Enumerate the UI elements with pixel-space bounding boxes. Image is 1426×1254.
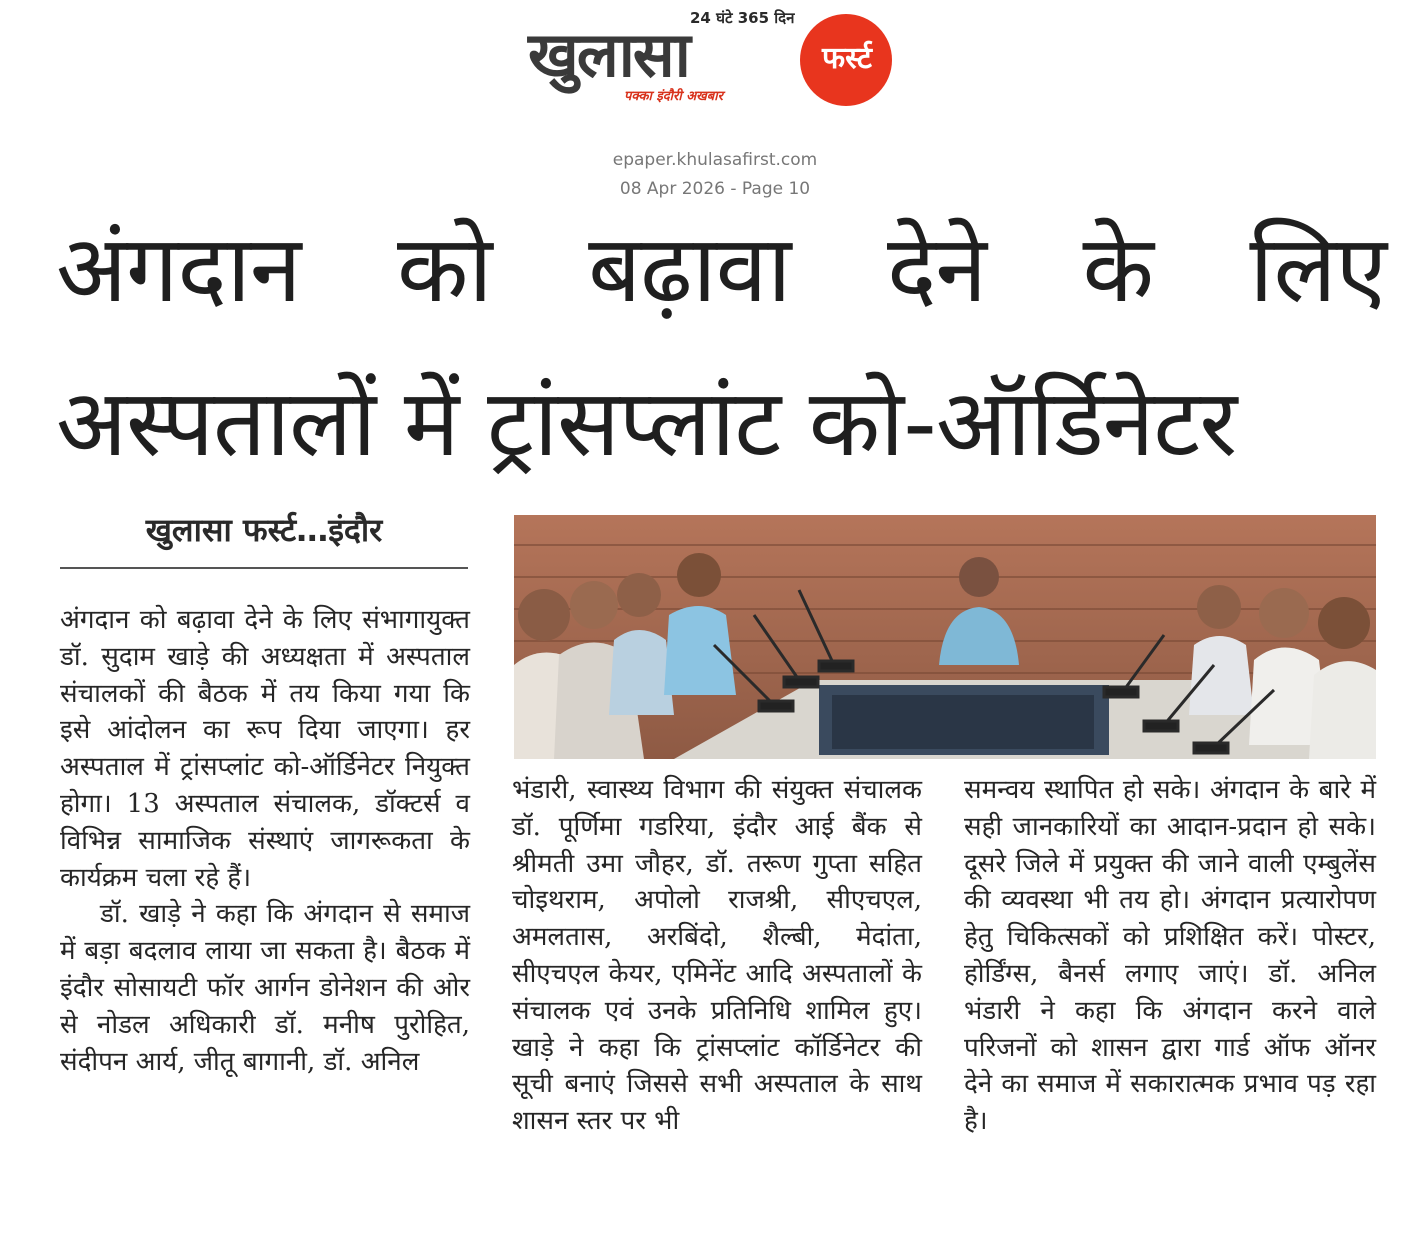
masthead-subtitle: पक्का इंदौरी अखबार bbox=[624, 89, 723, 104]
article-column-2 bbox=[512, 772, 922, 1140]
dateline-divider bbox=[60, 567, 468, 569]
article-paragraph: समन्वय स्थापित हो सके। अंगदान के बारे में सही जानकारियों का आदान-प्रदान हो सके। दूसरे जिले में प्रयुक्त की जाने वाली एम्बुलेंस की व्यवस्था भी तय हो। अंगदान प्रत्यारोपण हेतु चिकित्सकों को प्रशिक्षित करें। पोस्टर, होर्डिंग्स, बैनर्स लगाए जाएं। डॉ. अनिल भंडारी ने कहा कि अंगदान करने वाले परिजनों को शासन द्वारा गार्ड ऑफ ऑनर देने का समाज में सकारात्मक प्रभाव पड़ रहा है। bbox=[964, 775, 1376, 1137]
dateline: खुलासा फर्स्ट…इंदौर bbox=[145, 511, 383, 549]
source-date-page: 08 Apr 2026 - Page 10 bbox=[619, 179, 811, 199]
article-paragraph: अंगदान को बढ़ावा देने के लिए संभागायुक्त डॉ. सुदाम खाड़े की अध्यक्षता में अस्पताल संचालकों की बैठक में तय किया गया कि इसे आंदोलन का रूप दिया जाएगा। हर अस्पताल में ट्रांसप्लांट को-ऑर्डिनेटर नियुक्त होगा। 13 अस्पताल संचालक, डॉक्टर्स व विभिन्न सामाजिक संस्थाएं जागरूकता के कार्यक्रम चला रहे हैं। bbox=[60, 605, 470, 893]
masthead-logo bbox=[528, 6, 898, 110]
article-paragraph: डॉ. खाड़े ने कहा कि अंगदान से समाज में बड़ा बदलाव लाया जा सकता है। बैठक में इंदौर सोसायटी फॉर आर्गन डोनेशन की ओर से नोडल अधिकारी डॉ. मनीष पुरोहित, संदीपन आर्य, जीतू बागानी, डॉ. अनिल bbox=[60, 899, 470, 1077]
article-column-1 bbox=[60, 602, 470, 1080]
source-info bbox=[540, 146, 890, 204]
article-column-3 bbox=[964, 772, 1376, 1140]
masthead-tagline: 24 घंटे 365 दिन bbox=[690, 9, 795, 27]
article-paragraph: भंडारी, स्वास्थ्य विभाग की संयुक्त संचालक डॉ. पूर्णिमा गडरिया, इंदौर आई बैंक से श्रीमती उमा जौहर, डॉ. तरूण गुप्ता सहित चोइथराम, अपोलो राजश्री, सीएचएल, अमलतास, अरबिंदो, शैल्बी, मेदांता, सीएचएल केयर, एमिनेंट आदि अस्पतालों के संचालक एवं उनके प्रतिनिधि शामिल हुए। खाड़े ने कहा कि ट्रांसप्लांट कॉर्डिनेटर की सूची बनाएं जिससे सभी अस्पताल के साथ शासन स्तर पर भी bbox=[512, 775, 922, 1137]
masthead-badge-text: फर्स्ट bbox=[822, 41, 872, 76]
masthead-title: खुलासा bbox=[528, 18, 689, 91]
source-url: epaper.khulasafirst.com bbox=[612, 150, 818, 170]
meeting-photo bbox=[514, 515, 1376, 759]
headline-line-1: अंगदान को बढ़ावा देने के लिए bbox=[56, 215, 1386, 323]
headline-line-2: अस्पतालों में ट्रांसप्लांट को-ऑर्डिनेटर bbox=[56, 369, 1237, 477]
meeting-photo-illustration bbox=[514, 515, 1376, 759]
